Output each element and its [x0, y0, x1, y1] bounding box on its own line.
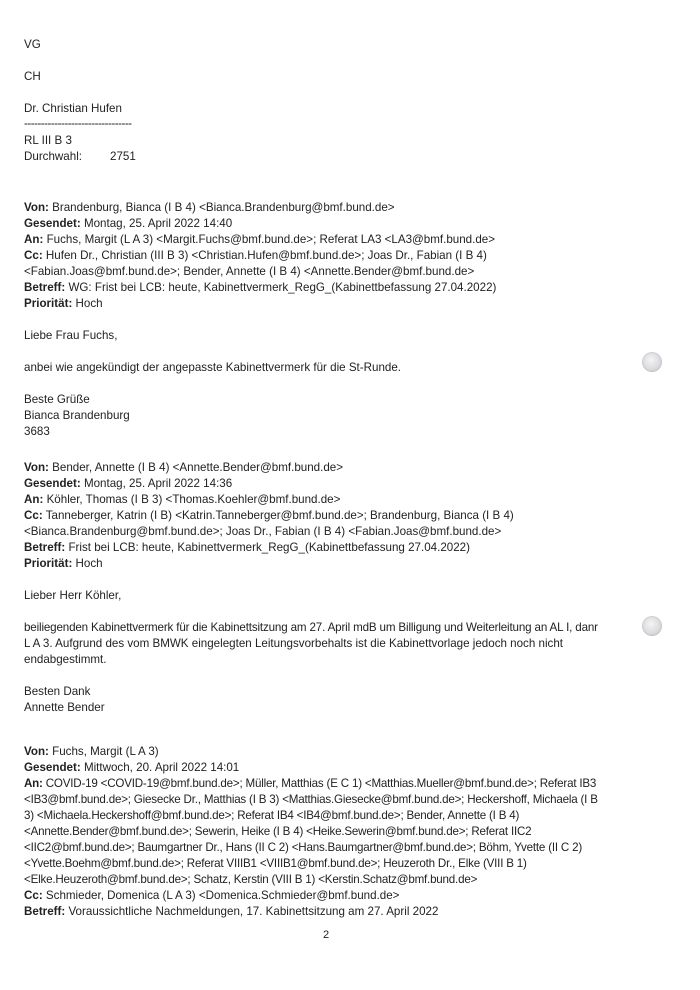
mail2-cc: [24, 508, 514, 523]
mail3-to-label: An:: [24, 777, 43, 790]
mail3-to-value-6: <Yvette.Boehm@bmf.bund.de>; Referat VIIIB1 <VIIIB1@bmf.bund.de>; Heuzeroth Dr., Elke (VIII B 1): [24, 857, 527, 870]
mail1-subject-value: WG: Frist bei LCB: heute, Kabinettvermerk_RegG_(Kabinettbefassung 27.04.2022): [68, 281, 497, 294]
header-dial: [24, 149, 136, 164]
mail1-greeting: Liebe Frau Fuchs,: [24, 329, 118, 342]
mail2-cc-value-2: <Bianca.Brandenburg@bmf.bund.de>; Joas Dr., Fabian (I B 4) <Fabian.Joas@bmf.bund.de>: [24, 525, 502, 538]
mail2-body-line-2: L A 3. Aufgrund des vom BMWK eingelegten Leitungsvorbehalts ist die Kabinettvorlage jedoch noch nicht: [24, 637, 564, 650]
mail3-to-value-5: <IIC2@bmf.bund.de>; Baumgartner Dr., Hans (II C 2) <Hans.Baumgartner@bmf.bund.de>; Böhm, Yvette (II C 2): [24, 841, 583, 854]
mail3-sent: [24, 760, 239, 775]
mail2-body-line-1: beiliegenden Kabinettvermerk für die Kabinettsitzung am 27. April mdB um Billigung und Weiterleitung an AL I, danr: [24, 621, 598, 634]
mail2-priority-value: Hoch: [75, 557, 103, 570]
mail1-sent-value: Montag, 25. April 2022 14:40: [83, 217, 233, 230]
mail2-closing: Besten Dank: [24, 685, 91, 698]
mail3-to-value-1: COVID-19 <COVID-19@bmf.bund.de>; Müller, Matthias (E C 1) <Matthias.Mueller@bmf.bund.de>; Referat IB3: [45, 777, 597, 790]
mail1-priority-label: Priorität:: [24, 297, 73, 310]
mail1-cc-label: Cc:: [24, 249, 43, 262]
mail2-from: [24, 460, 343, 475]
mail1-sent: [24, 216, 232, 231]
mail2-priority-label: Priorität:: [24, 557, 73, 570]
mail1-sent-label: Gesendet:: [24, 217, 81, 230]
header-initials-ch: CH: [24, 70, 41, 83]
page-number: 2: [323, 929, 330, 941]
mail3-from: [24, 744, 159, 759]
mail3-sent-value: Mittwoch, 20. April 2022 14:01: [83, 761, 240, 774]
mail1-from-label: Von:: [24, 201, 49, 214]
mail2-signature: Annette Bender: [24, 701, 105, 714]
mail1-from-value: Brandenburg, Bianca (I B 4) <Bianca.Brandenburg@bmf.bund.de>: [52, 201, 395, 214]
mail1-subject-label: Betreff:: [24, 281, 66, 294]
header-initials-vg: VG: [24, 38, 41, 51]
mail2-sent: [24, 476, 232, 491]
mail2-priority: [24, 556, 103, 571]
mail1-cc-value-2: <Fabian.Joas@bmf.bund.de>; Bender, Annette (I B 4) <Annette.Bender@bmf.bund.de>: [24, 265, 475, 278]
mail3-to-value-3: 3) <Michaela.Heckershoff@bmf.bund.de>; Referat IB4 <IB4@bmf.bund.de>; Bender, Annette (I B 4): [24, 809, 520, 822]
mail3-subject-label: Betreff:: [24, 905, 66, 918]
punch-hole-bottom: [642, 616, 662, 636]
mail3-cc-label: Cc:: [24, 889, 43, 902]
mail1-from: [24, 200, 395, 215]
mail2-greeting: Lieber Herr Köhler,: [24, 589, 122, 602]
mail3-from-label: Von:: [24, 745, 49, 758]
mail3-cc: [24, 888, 399, 903]
mail2-to-label: An:: [24, 493, 44, 506]
mail1-to: [24, 232, 495, 247]
mail1-phone: 3683: [24, 425, 50, 438]
mail3-to-value-2: <IB3@bmf.bund.de>; Giesecke Dr., Matthias (I B 3) <Matthias.Giesecke@bmf.bund.de>; Heckershoff, Michaela (I B: [24, 793, 598, 806]
mail1-closing: Beste Grüße: [24, 393, 90, 406]
mail3-from-value: Fuchs, Margit (L A 3): [52, 745, 159, 758]
mail1-cc: [24, 248, 487, 263]
mail2-sent-label: Gesendet:: [24, 477, 81, 490]
mail1-subject: [24, 280, 496, 295]
mail1-priority-value: Hoch: [75, 297, 103, 310]
mail3-to-value-7: <Elke.Heuzeroth@bmf.bund.de>; Schatz, Kerstin (VIII B 1) <Kerstin.Schatz@bmf.bund.de>: [24, 873, 478, 886]
mail3-cc-value: Schmieder, Domenica (L A 3) <Domenica.Schmieder@bmf.bund.de>: [45, 889, 400, 902]
dial-label: Durchwahl:: [24, 150, 82, 163]
mail1-signature: Bianca Brandenburg: [24, 409, 130, 422]
mail2-to: [24, 492, 340, 507]
mail1-priority: [24, 296, 103, 311]
mail1-to-label: An:: [24, 233, 44, 246]
mail2-subject-label: Betreff:: [24, 541, 66, 554]
mail3-to-value-4: <Annette.Bender@bmf.bund.de>; Sewerin, Heike (I B 4) <Heike.Sewerin@bmf.bund.de>; Referat IIC2: [24, 825, 532, 838]
dial-value: 2751: [110, 150, 136, 163]
mail2-from-label: Von:: [24, 461, 49, 474]
header-unit: RL III B 3: [24, 134, 72, 147]
mail1-to-value: Fuchs, Margit (L A 3) <Margit.Fuchs@bmf.bund.de>; Referat LA3 <LA3@bmf.bund.de>: [46, 233, 496, 246]
mail2-sent-value: Montag, 25. April 2022 14:36: [83, 477, 233, 490]
mail3-to: [24, 776, 596, 791]
punch-hole-top: [642, 352, 662, 372]
mail2-subject: [24, 540, 470, 555]
mail2-from-value: Bender, Annette (I B 4) <Annette.Bender@bmf.bund.de>: [52, 461, 344, 474]
header-name: Dr. Christian Hufen: [24, 102, 122, 115]
mail2-body-line-3: endabgestimmt.: [24, 653, 107, 666]
mail3-sent-label: Gesendet:: [24, 761, 81, 774]
mail2-cc-label: Cc:: [24, 509, 43, 522]
mail1-body: anbei wie angekündigt der angepasste Kabinettvermerk für die St-Runde.: [24, 361, 402, 374]
mail3-subject-value: Voraussichtliche Nachmeldungen, 17. Kabinettsitzung am 27. April 2022: [68, 905, 439, 918]
mail2-to-value: Köhler, Thomas (I B 3) <Thomas.Koehler@bmf.bund.de>: [46, 493, 341, 506]
mail2-cc-value-1: Tanneberger, Katrin (I B) <Katrin.Tanneberger@bmf.bund.de>; Brandenburg, Bianca (I B 4): [45, 509, 514, 522]
header-separator: --------------------------------: [24, 117, 132, 130]
mail2-subject-value: Frist bei LCB: heute, Kabinettvermerk_RegG_(Kabinettbefassung 27.04.2022): [68, 541, 470, 554]
mail3-subject: [24, 904, 438, 919]
mail1-cc-value-1: Hufen Dr., Christian (III B 3) <Christian.Hufen@bmf.bund.de>; Joas Dr., Fabian (I B 4): [45, 249, 487, 262]
